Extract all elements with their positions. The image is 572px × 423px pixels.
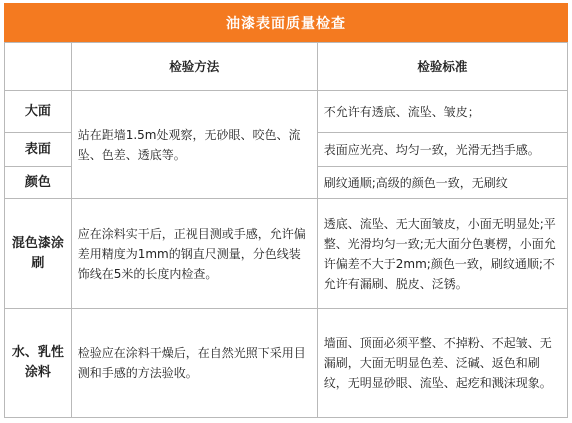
row-category: 大面 bbox=[5, 91, 72, 133]
row-method: 检验应在涂料干燥后，在自然光照下采用目测和手感的方法验收。 bbox=[71, 309, 317, 418]
row-category: 混色漆涂刷 bbox=[5, 199, 72, 309]
row-standard: 刷纹通顺;高级的颜色一致，无刷纹 bbox=[317, 167, 567, 199]
table-header-row bbox=[5, 43, 568, 91]
inspection-table bbox=[4, 42, 568, 418]
row-category: 水、乳性涂料 bbox=[5, 309, 72, 418]
row-category: 表面 bbox=[5, 133, 72, 167]
header-method: 检验方法 bbox=[71, 43, 317, 91]
header-category bbox=[5, 43, 72, 91]
header-standard: 检验标准 bbox=[317, 43, 567, 91]
row-method: 应在涂料实干后，正视目测或手感，允许偏差用精度为1mm的钢直尺测量，分色线装饰线在5米的长度内检查。 bbox=[71, 199, 317, 309]
row-standard: 墙面、顶面必须平整、不掉粉、不起皱、无漏刷，大面无明显色差、泛碱、返色和刷纹，无明显砂眼、流坠、起疙和溅沫现象。 bbox=[317, 309, 567, 418]
row-standard: 表面应光亮、均匀一致，光滑无挡手感。 bbox=[317, 133, 567, 167]
table-row bbox=[5, 199, 568, 309]
row-standard: 透底、流坠、无大面皱皮，小面无明显处;平整、光滑均匀一致;无大面分色裹楞，小面允许偏差不大于2mm;颜色一致，刷纹通顺;不允许有漏刷、脱皮、泛锈。 bbox=[317, 199, 567, 309]
row-category: 颜色 bbox=[5, 167, 72, 199]
table-row bbox=[5, 91, 568, 133]
table-title: 油漆表面质量检查 bbox=[4, 3, 568, 42]
row-standard: 不允许有透底、流坠、皱皮； bbox=[317, 91, 567, 133]
table-row bbox=[5, 309, 568, 418]
method-text: 站在距墙1.5m处观察，无砂眼、咬色、流坠、色差、透底等。 bbox=[77, 127, 301, 162]
row-method bbox=[71, 91, 317, 199]
